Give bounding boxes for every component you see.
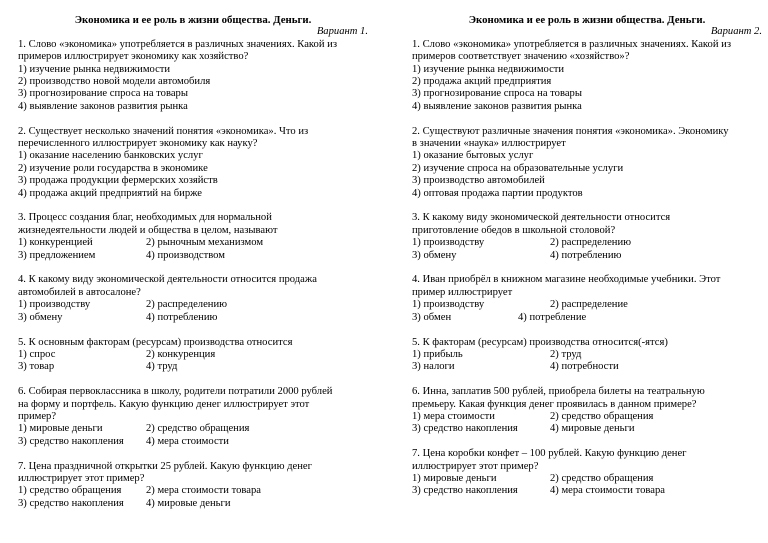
page-title: Экономика и ее роль в жизни общества. Деньги. [74, 14, 312, 26]
question-text: 3. Процесс создания благ, необходимых для нормальной [18, 212, 272, 224]
answer-row [412, 299, 762, 311]
answer-option: 2) распределению [550, 237, 632, 249]
answer-option: 2) средство обращения [550, 410, 654, 422]
answer-row [18, 361, 368, 373]
answer-option: 4) мировые деньги [550, 423, 635, 435]
answer-option: 3) продажа продукции фермерских хозяйств [18, 175, 218, 187]
answer-option: 3) товар [18, 361, 55, 373]
answer-option: 2) производство новой модели автомобиля [18, 76, 211, 88]
answer-option: 1) производству [18, 299, 91, 311]
variant-label: Вариант 2. [710, 26, 762, 38]
answer-option: 2) продажа акций предприятия [412, 76, 552, 88]
answer-option: 4) труд [146, 361, 178, 373]
answer-row [412, 250, 762, 262]
answer-option: 1) оказание бытовых услуг [412, 150, 534, 162]
question-text: 2. Существует несколько значений понятия «экономика». Что из [18, 125, 309, 137]
answer-row [18, 349, 368, 361]
answer-option: 1) мировые деньги [412, 472, 497, 484]
answer-row [412, 349, 762, 361]
answer-row [18, 250, 368, 262]
answer-option: 3) предложением [18, 249, 96, 261]
answer-option: 2) труд [550, 348, 582, 360]
question-text: 6. Инна, заплатив 500 рублей, приобрела билеты на театральную [412, 386, 705, 398]
answer-option: 3) обмену [412, 249, 457, 261]
answer-option: 2) изучение спроса на образовательные услуги [412, 162, 624, 174]
question-4 [18, 274, 368, 324]
question-text: 7. Цена коробки конфет – 100 рублей. Какую функцию денег [412, 448, 687, 460]
question-6 [18, 386, 368, 448]
question-text: жизнедеятельности людей и общества в целом, называют [18, 224, 278, 236]
answer-option: 2) рыночным механизмом [146, 237, 264, 249]
answer-row [412, 485, 762, 497]
answer-option: 1) спрос [18, 348, 56, 360]
answer-row [412, 312, 762, 324]
answer-option: 1) мера стоимости [412, 410, 495, 422]
question-text: пример иллюстрирует [412, 286, 513, 298]
question-text: 6. Собирая первоклассника в школу, родители потратили 2000 рублей [18, 386, 333, 398]
answer-option: 1) оказание населению банковских услуг [18, 150, 203, 162]
question-text: 7. Цена праздничной открытки 25 рублей. Какую функцию денег [18, 460, 312, 472]
question-3 [412, 212, 762, 262]
question-5 [412, 337, 762, 374]
question-text: 4. Иван приобрёл в книжном магазине необходимые учебники. Этот [412, 274, 721, 286]
question-text: приготовление обедов в школьной столовой? [412, 224, 616, 236]
question-text: 2. Существуют различные значения понятия «экономика». Экономику [412, 125, 729, 137]
answer-option: 4) производством [146, 249, 225, 261]
variant-2-column [412, 14, 762, 510]
question-1 [18, 39, 368, 113]
variant-1-column [18, 14, 368, 523]
answer-option: 2) изучение роли государства в экономике [18, 162, 208, 174]
answer-row [18, 312, 368, 324]
question-text: иллюстрирует этот пример? [412, 460, 539, 472]
answer-option: 3) обмену [18, 311, 63, 323]
question-text: пример? [18, 410, 57, 422]
answer-option: 1) производству [412, 237, 485, 249]
answer-option: 3) прогнозирование спроса на товары [412, 88, 582, 100]
answer-row [412, 411, 762, 423]
answer-option: 1) мировые деньги [18, 423, 103, 435]
answer-option: 4) потреблению [550, 249, 622, 261]
question-7 [412, 448, 762, 498]
answer-option: 4) выявление законов развития рынка [18, 100, 188, 112]
answer-option: 3) средство накопления [412, 485, 518, 497]
answer-option: 4) продажа акций предприятий на бирже [18, 187, 202, 199]
answer-row [412, 237, 762, 249]
question-text: примеров соответствует значению «хозяйство»? [412, 51, 630, 63]
variant-label: Вариант 1. [316, 26, 368, 38]
answer-option: 3) налоги [412, 361, 455, 373]
question-text: примеров иллюстрирует экономику как хозяйство? [18, 51, 249, 63]
answer-option: 2) средство обращения [550, 472, 654, 484]
answer-row [18, 237, 368, 249]
answer-row [412, 423, 762, 435]
answer-option: 4) мера стоимости товара [550, 485, 665, 497]
answer-option: 2) мера стоимости товара [146, 485, 261, 497]
answer-option: 3) обмен [412, 311, 452, 323]
answer-option: 2) распределение [550, 299, 628, 311]
question-6 [412, 386, 762, 436]
answer-row [18, 498, 368, 510]
answer-option: 4) оптовая продажа партии продуктов [412, 187, 583, 199]
answer-option: 3) средство накопления [412, 423, 518, 435]
answer-option: 1) производству [412, 299, 485, 311]
question-text: 4. К какому виду экономической деятельности относится продажа [18, 274, 317, 286]
question-7 [18, 461, 368, 511]
question-text: в значении «наука» иллюстрирует [412, 138, 566, 150]
answer-option: 2) распределению [146, 299, 228, 311]
answer-row [18, 299, 368, 311]
question-text: 5. К основным факторам (ресурсам) производства относится [18, 336, 293, 348]
answer-option: 1) изучение рынка недвижимости [18, 63, 171, 75]
answer-option: 2) средство обращения [146, 423, 250, 435]
question-1 [412, 39, 762, 113]
answer-row [412, 361, 762, 373]
answer-option: 3) средство накопления [18, 497, 124, 509]
answer-row [412, 473, 762, 485]
question-text: премьеру. Какая функция денег проявилась в данном примере? [412, 398, 697, 410]
answer-option: 2) конкуренция [146, 348, 216, 360]
answer-option: 3) средство накопления [18, 435, 124, 447]
answer-option: 4) мера стоимости [146, 435, 229, 447]
question-5 [18, 337, 368, 374]
question-text: 1. Слово «экономика» употребляется в различных значениях. Какой из [412, 38, 732, 50]
answer-row [18, 436, 368, 448]
question-text: 3. К какому виду экономической деятельности относится [412, 212, 671, 224]
question-2 [412, 126, 762, 200]
answer-option: 4) потребление [518, 311, 587, 323]
answer-option: 3) производство автомобилей [412, 175, 545, 187]
question-text: 5. К факторам (ресурсам) производства относится(-ятся) [412, 336, 668, 348]
answer-row [18, 485, 368, 497]
answer-option: 1) изучение рынка недвижимости [412, 63, 565, 75]
answer-option: 4) потреблению [146, 311, 218, 323]
question-text: 1. Слово «экономика» употребляется в различных значениях. Какой из [18, 38, 338, 50]
question-4 [412, 274, 762, 324]
answer-option: 1) средство обращения [18, 485, 122, 497]
answer-option: 1) конкуренцией [18, 237, 93, 249]
question-text: перечисленного иллюстрирует экономику как науку? [18, 138, 258, 150]
question-text: иллюстрирует этот пример? [18, 472, 145, 484]
question-3 [18, 212, 368, 262]
question-text: автомобилей в автосалоне? [18, 286, 141, 298]
question-2 [18, 126, 368, 200]
answer-option: 1) прибыль [412, 348, 463, 360]
answer-row [18, 423, 368, 435]
answer-option: 3) прогнозирование спроса на товары [18, 88, 188, 100]
question-text: на форму и портфель. Какую функцию денег иллюстрирует этот [18, 398, 310, 410]
answer-option: 4) выявление законов развития рынка [412, 100, 582, 112]
answer-option: 4) потребности [550, 361, 619, 373]
page-title: Экономика и ее роль в жизни общества. Деньги. [468, 14, 706, 26]
answer-option: 4) мировые деньги [146, 497, 231, 509]
